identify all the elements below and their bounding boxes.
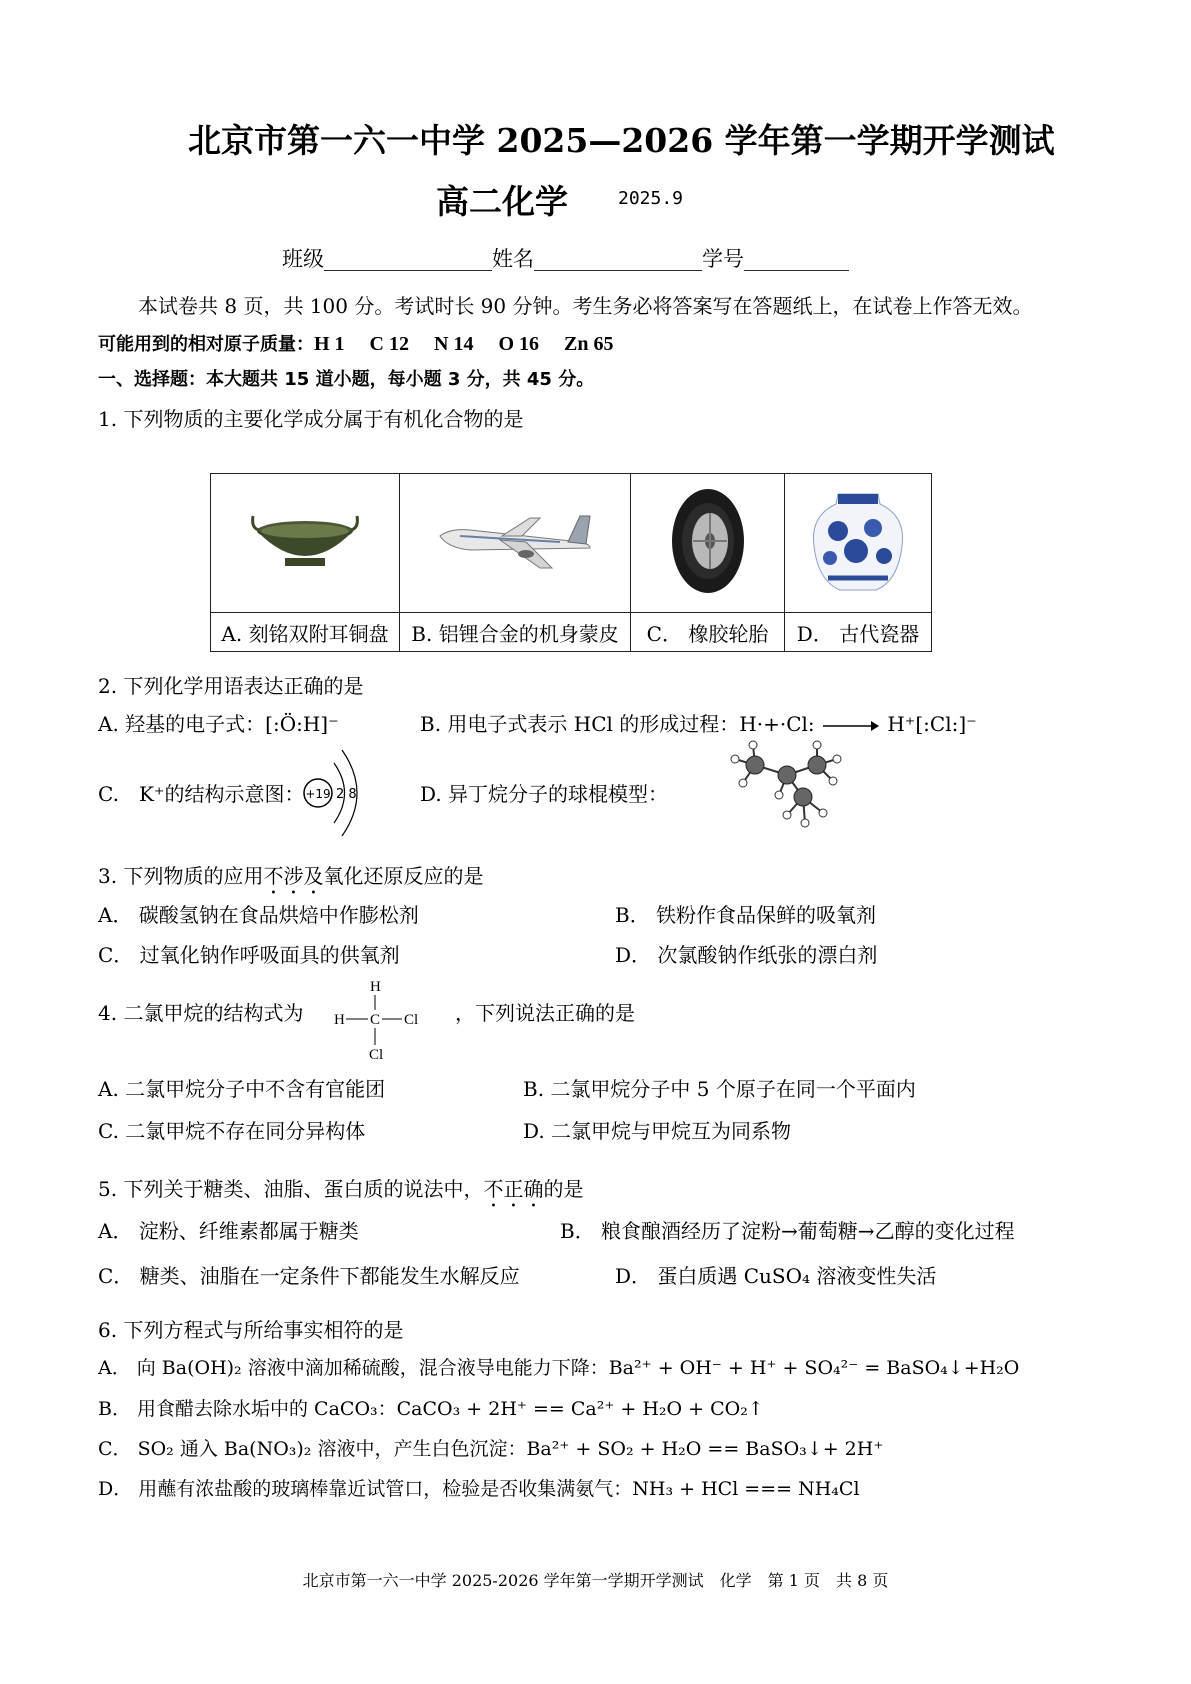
q5-stem-emphasis: 不正确 — [483, 1177, 544, 1201]
q1-stem: 1. 下列物质的主要化学成分属于有机化合物的是 — [98, 407, 524, 431]
q3-option-c[interactable]: C． 过氧化钠作呼吸面具的供氧剂 — [98, 943, 400, 967]
q2-option-a[interactable] — [98, 708, 339, 737]
q5-option-c[interactable]: C． 糖类、油脂在一定条件下都能发生水解反应 — [98, 1264, 520, 1288]
q2-option-c-label: C. K⁺的结构示意图： — [98, 782, 305, 806]
q1-option-b[interactable]: B. 铝锂合金的机身蒙皮 — [400, 613, 631, 652]
student-info-line: 班级________________姓名________________学号__________ — [282, 247, 849, 271]
q3-option-a[interactable]: A． 碳酸氢钠在食品烘焙中作膨松剂 — [98, 903, 419, 927]
q5-stem — [98, 1173, 583, 1212]
q2-option-b[interactable] — [420, 708, 977, 737]
atomic-masses-label: 可能用到的相对原子质量： — [98, 334, 314, 355]
q5-option-d[interactable]: D． 蛋白质遇 CuSO₄ 溶液变性失活 — [615, 1264, 937, 1288]
q6-option-a[interactable]: A． 向 Ba(OH)₂ 溶液中滴加稀硫酸，混合液导电能力下降：Ba²⁺ + OH⁻ + H⁺ + SO₄²⁻ = BaSO₄↓+H₂O — [98, 1357, 1020, 1379]
q4-stem-pre: 4. 二氯甲烷的结构式为 — [98, 1001, 304, 1025]
airplane-icon — [430, 506, 600, 576]
q1-option-d[interactable]: D． 古代瓷器 — [785, 613, 932, 652]
hcl-formation-right: H⁺[:Cl:]⁻ — [887, 712, 977, 736]
hcl-formation-left: H·+·Cl: — [739, 712, 815, 736]
exam-title: 北京市第一六一中学 2025—2026 学年第一学期开学测试 — [188, 121, 1055, 160]
q2-option-c[interactable] — [98, 778, 304, 807]
q1-option-a-image — [211, 474, 400, 613]
q3-stem-emphasis: 不涉及 — [263, 864, 324, 888]
q1-option-c[interactable]: C． 橡胶轮胎 — [631, 613, 785, 652]
q4-option-d[interactable]: D. 二氯甲烷与甲烷互为同系物 — [523, 1119, 792, 1143]
q1-option-a[interactable]: A. 刻铭双附耳铜盘 — [211, 613, 400, 652]
q4-stem-post: ，下列说法正确的是 — [455, 1001, 635, 1025]
struct-c: C — [370, 1012, 381, 1028]
isobutane-ball-stick-model — [725, 735, 850, 830]
q6-option-c[interactable]: C． SO₂ 通入 Ba(NO₃)₂ 溶液中，产生白色沉淀：Ba²⁺ + SO₂ + H₂O == BaSO₃↓+ 2H⁺ — [98, 1438, 884, 1460]
q4-option-a[interactable]: A. 二氯甲烷分子中不含有官能团 — [98, 1077, 386, 1101]
struct-cl-right: Cl — [404, 1012, 419, 1028]
k-ion-structure-diagram — [300, 738, 375, 848]
q5-stem-post: 的是 — [543, 1177, 584, 1201]
q4-option-b[interactable]: B. 二氯甲烷分子中 5 个原子在同一个平面内 — [523, 1077, 916, 1101]
q4-option-c[interactable]: C. 二氯甲烷不存在同分异构体 — [98, 1119, 366, 1143]
q6-option-b[interactable]: B． 用食醋去除水垢中的 CaCO₃：CaCO₃ + 2H⁺ == Ca²⁺ + H₂O + CO₂↑ — [98, 1398, 764, 1420]
k-ion-nucleus-charge: +19 — [305, 787, 331, 801]
dichloromethane-structure — [330, 975, 430, 1063]
q1-option-d-image — [785, 474, 932, 613]
bronze-plate-icon — [245, 506, 365, 576]
struct-h-top: H — [370, 979, 381, 995]
q3-stem — [98, 860, 483, 899]
q2-option-a-label: A. 羟基的电子式： — [98, 712, 266, 736]
page-footer: 北京市第一六一中学 2025-2026 学年第一学期开学测试 化学 第 1 页 共 8 页 — [302, 1571, 889, 1590]
q5-option-a[interactable]: A． 淀粉、纤维素都属于糖类 — [98, 1219, 359, 1243]
exam-date: 2025.9 — [618, 188, 684, 209]
exam-notice: 本试卷共 8 页，共 100 分。考试时长 90 分钟。考生务必将答案写在答题纸上，在试卷上作答无效。 — [138, 294, 1033, 318]
q3-stem-pre: 3. 下列物质的应用 — [98, 864, 264, 888]
q1-options-table — [210, 473, 932, 652]
q2-stem: 2. 下列化学用语表达正确的是 — [98, 674, 364, 698]
q5-stem-pre: 5. 下列关于糖类、油脂、蛋白质的说法中， — [98, 1177, 484, 1201]
q5-option-b[interactable]: B． 粮食酿酒经历了淀粉→葡萄糖→乙醇的变化过程 — [560, 1219, 1015, 1243]
struct-cl-bottom: Cl — [369, 1047, 384, 1063]
section-1-heading: 一、选择题：本大题共 15 道小题，每小题 3 分，共 45 分。 — [98, 369, 595, 390]
q1-option-b-image — [400, 474, 631, 613]
k-ion-shell-electrons: 2 8 — [336, 787, 357, 802]
q2-option-b-label: B. 用电子式表示 HCl 的形成过程： — [420, 712, 740, 736]
q6-option-d[interactable]: D． 用蘸有浓盐酸的玻璃棒靠近试管口，检验是否收集满氨气：NH₃ + HCl === NH₄Cl — [98, 1478, 860, 1500]
struct-h-left: H — [334, 1012, 345, 1028]
q2-option-d[interactable] — [420, 778, 668, 807]
q3-stem-post: 氧化还原反应的是 — [323, 864, 484, 888]
q6-stem: 6. 下列方程式与所给事实相符的是 — [98, 1318, 404, 1342]
q3-option-d[interactable]: D． 次氯酸钠作纸张的漂白剂 — [615, 943, 878, 967]
atomic-masses — [98, 327, 613, 356]
porcelain-jar-icon — [808, 486, 908, 596]
q1-option-c-image — [631, 474, 785, 613]
subject-title: 高二化学 — [436, 182, 568, 221]
q3-option-b[interactable]: B． 铁粉作食品保鲜的吸氧剂 — [615, 903, 877, 927]
q2-option-d-label: D. 异丁烷分子的球棍模型： — [420, 782, 669, 806]
reaction-arrow-icon — [821, 719, 881, 733]
tire-icon — [668, 486, 748, 596]
hydroxyl-electron-formula: [:Ö:H]⁻ — [265, 712, 339, 736]
atomic-masses-values: H 1 C 12 N 14 O 16 Zn 65 — [314, 333, 614, 355]
